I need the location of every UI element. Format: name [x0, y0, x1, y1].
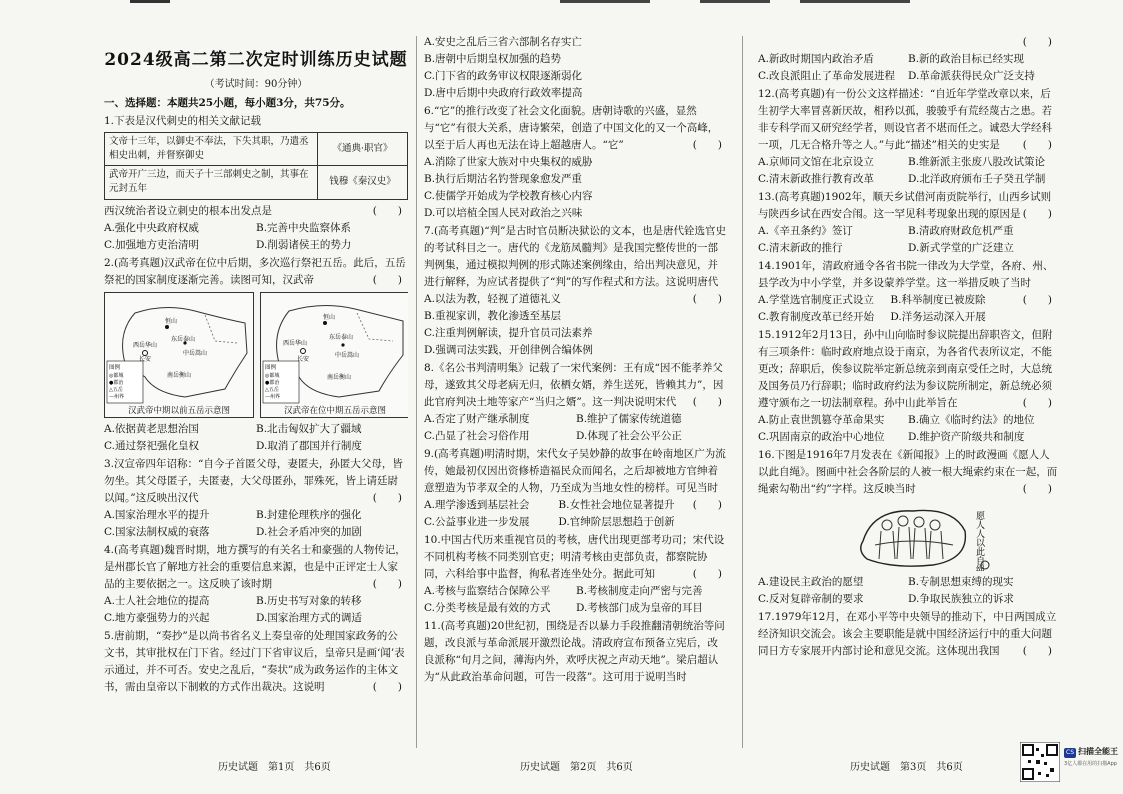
- scanner-sublabel: 3亿人都在用的扫描App: [1064, 761, 1117, 767]
- scanner-label: 扫描全能王: [1078, 747, 1118, 756]
- answer-paren: ( ): [372, 204, 402, 217]
- question-14: [758, 258, 1058, 326]
- map-left: [104, 292, 254, 418]
- answer-paren: ( ): [1022, 397, 1052, 409]
- question-stem: 14.1901年，清政府通令各省书院一律改为大学堂，各府、州、县学改为中小学堂，并多设蒙养学堂。这一举措反映了当时: [758, 260, 1054, 289]
- options: [424, 411, 728, 445]
- options: [424, 34, 728, 102]
- option-b: B.封建伦理秩序的强化: [256, 508, 362, 521]
- page-footer-3: 历史试题 第3页 共6页: [850, 762, 963, 773]
- question-stem: 3.汉宣帝四年诏称：“自今子首匿父母，妻匿夫，孙匿大父母，皆勿坐。其父母匿子，夫匿妻，大父母匿孙，罪殊死，皆上请廷尉以闻。”这反映出汉代: [104, 457, 403, 504]
- options: [758, 412, 1058, 446]
- option-d: D.争取民族独立的诉求: [908, 593, 1014, 605]
- question-stem: 7.(高考真题)“判”是古时官员断决狱讼的文本，也是唐代铨选官史的考试科目之一。唐代的《龙筋凤髓判》是我国完整传世的一部判例集，通过模拟判例的形式陈述案例缘由，给出判决意见，并进行解释，为应试者提供了“判”的写作程式和方法。这说明唐代: [424, 225, 726, 288]
- options: [104, 421, 408, 455]
- answer-paren: ( ): [1022, 139, 1052, 151]
- cartoon-drawing: [853, 501, 1003, 571]
- answer-paren: ( ): [1022, 208, 1052, 220]
- map-label: 恒山: [323, 313, 336, 321]
- question-10: [424, 532, 728, 617]
- option-a: A.安史之乱后三省六部制名存实亡: [424, 36, 582, 48]
- map-caption: 汉武帝中期以前五岳示意图: [127, 405, 230, 416]
- options: [758, 154, 1058, 188]
- exam-time: （考试时间：90分钟）: [204, 78, 308, 90]
- answer-paren: ( ): [372, 273, 402, 286]
- map-label: 西岳华山: [283, 339, 308, 347]
- options: [758, 574, 1058, 608]
- scan-top-marks: [0, 0, 1123, 6]
- map-label: 中岳嵩山: [183, 349, 208, 357]
- option-d: D.强调司法实践，开创律例合编体例: [424, 344, 593, 356]
- option-c: C.加强地方吏治清明: [104, 238, 199, 251]
- option-b: B.新的政治目标已经实现: [908, 53, 1025, 65]
- answer-paren: ( ): [692, 396, 722, 408]
- question-9: [424, 446, 728, 531]
- option-c: C.巩固南京的政治中心地位: [758, 431, 885, 443]
- page-column-1: [104, 34, 408, 774]
- page-footer-2: 历史试题 第2页 共6页: [520, 762, 633, 773]
- map-caption: 汉武帝在位中期五岳示意图: [283, 405, 386, 416]
- legend-item: ●郡治: [109, 379, 124, 386]
- answer-paren: ( ): [372, 491, 402, 504]
- answer-paren: ( ): [692, 139, 722, 151]
- option-c: C.清末新政的推行: [758, 242, 843, 254]
- option-d: D.官绅阶层思想趋于创新: [558, 516, 675, 528]
- question-4: [104, 542, 408, 627]
- table-cell-source: 钱穆《秦汉史》: [318, 166, 408, 200]
- option-b: B.历史书写对象的转移: [256, 594, 362, 607]
- option-c: C.地方豪强势力的兴起: [104, 611, 210, 624]
- option-d: D.北洋政府颁布壬子癸丑学制: [908, 173, 1046, 185]
- option-b: B.科举制度已被废除: [890, 294, 986, 306]
- legend-item: △五岳: [265, 386, 279, 393]
- camscanner-logo-icon: CS: [1066, 749, 1074, 756]
- map-label: 东岳泰山: [171, 335, 196, 343]
- option-c: C.通过祭祀强化皇权: [104, 439, 199, 452]
- question-5: [104, 628, 408, 696]
- option-b: B.女性社会地位显著提升: [558, 499, 675, 511]
- answer-paren: ( ): [1022, 36, 1052, 48]
- option-c: C.公益事业进一步发展: [424, 516, 530, 528]
- question-stem: 10.中国古代历来重视官员的考核，唐代出现更部考功司；宋代设不同机构考核不同类别官吏；明清考核由吏部负责，都察院协同，六科给事中监督，徇私者连坐处分。据此可知: [424, 534, 725, 580]
- option-a: A.依据黄老思想治国: [104, 422, 199, 435]
- question-12: [758, 86, 1058, 188]
- question-17: [758, 609, 1058, 660]
- legend-item: ◎都城: [109, 372, 124, 379]
- map-label: 东岳泰山: [329, 333, 354, 341]
- question-6: [424, 103, 728, 222]
- legend-item: ●郡治: [265, 379, 280, 386]
- map-label: 中岳嵩山: [335, 351, 360, 359]
- column-divider: [416, 36, 417, 748]
- option-d: D.考核部门成为皇帝的耳目: [576, 602, 703, 614]
- options: [424, 154, 728, 222]
- option-a: A.防止袁世凯篡夺革命果实: [758, 414, 885, 426]
- option-a: A.考核与监察结合保障公平: [424, 585, 551, 597]
- option-d: D.洋务运动深入开展: [890, 311, 986, 323]
- question-stem: 8.《名公书判清明集》记载了一宋代案例：王有成“因不能孝养父母，遂致其父母老病无归，依栖女婿，养生送死，皆赖其力”，因此官府判决土地等家产“当归之婿”。这一判决说明宋代: [424, 362, 724, 408]
- option-d: D.削弱诸侯王的势力: [256, 238, 352, 251]
- option-b: B.专制思想束缚的现实: [908, 576, 1014, 588]
- map-label: 恒山: [165, 317, 178, 325]
- option-c: C.反对复辟帝制的要求: [758, 593, 864, 605]
- option-a: A.以法为教，轻视了道德礼义: [424, 293, 561, 305]
- question-16: [758, 447, 1058, 608]
- page-footer-1: 历史试题 第1页 共6页: [218, 762, 331, 773]
- option-d: D.革命派获得民众广泛支持: [908, 70, 1035, 82]
- option-c: C.清末新政推行教育改革: [758, 173, 874, 185]
- answer-paren: ( ): [692, 568, 722, 580]
- option-d: D.社会矛盾冲突的加剧: [256, 525, 362, 538]
- option-b: B.唐朝中后期皇权加强的趋势: [424, 53, 562, 65]
- option-a: A.理学渗透到基层社会: [424, 499, 530, 511]
- legend-item: —州界: [265, 393, 281, 400]
- options: [104, 220, 408, 254]
- question-2: [104, 255, 408, 455]
- option-b: B.考核制度走向严密与完善: [576, 585, 703, 597]
- options: [104, 593, 408, 627]
- option-c: C.门下省的政务审议权限逐渐弱化: [424, 70, 582, 82]
- option-b: B.完善中央监察体系: [256, 221, 352, 234]
- option-d: D.可以培植全国人民对政治之兴味: [424, 207, 583, 219]
- option-a: A.强化中央政府权威: [104, 221, 199, 234]
- table-row: [105, 132, 408, 166]
- answer-paren: ( ): [692, 499, 722, 511]
- question-stem: 9.(高考真题)明清时期，宋代女子吴妙静的故事在岭南地区广为流传，她最初仅因出资修桥造福民众而闻名，之后却被地方官绅着意塑造为节孝双全的人物，乃至成为当地女性的榜样。可见当时: [424, 448, 726, 494]
- qr-code-icon: [1020, 742, 1060, 782]
- answer-paren: ( ): [1022, 645, 1052, 657]
- scanner-badge: [1020, 742, 1116, 786]
- answer-paren: ( ): [372, 577, 402, 590]
- legend-item: —州界: [109, 393, 125, 400]
- option-a: A.国家治理水平的提升: [104, 508, 210, 521]
- legend-title: 图例: [109, 364, 121, 371]
- table-cell-source: 《通典·职官》: [318, 132, 408, 166]
- options: [758, 51, 1058, 85]
- question-13: [758, 189, 1058, 257]
- option-d: D.国家治理方式的调适: [256, 611, 362, 624]
- question-3: [104, 456, 408, 541]
- source-table: [104, 132, 408, 200]
- exam-title: 2024级高二第二次定时训练历史试题: [104, 50, 408, 70]
- option-a: A.学堂选官制度正式设立: [758, 294, 874, 306]
- table-row: [105, 166, 408, 200]
- option-c: C.分类考核是最有效的方式: [424, 602, 551, 614]
- map-right: [260, 292, 408, 418]
- map-label: 长安: [297, 355, 310, 363]
- options: [758, 223, 1058, 257]
- question-tail: 西汉统治者设立刺史的根本出发点是: [104, 204, 272, 217]
- page-column-3: [758, 34, 1058, 774]
- question-15: [758, 327, 1058, 446]
- option-c: C.改良派阻止了革命发展进程: [758, 70, 895, 82]
- option-d: D.维护资产阶级共和制度: [908, 431, 1025, 443]
- option-a: A.建设民主政治的愿望: [758, 576, 864, 588]
- answer-paren: ( ): [372, 680, 402, 693]
- map-label: 南岳衡山: [167, 371, 192, 379]
- table-cell: 文帝十三年，以御史不奉法，下失其职，乃遣丞相史出刺，并督察御史: [105, 132, 318, 166]
- question-11: [424, 618, 728, 686]
- section-heading: 一、选择题：本题共25小题，每小题3分，共75分。: [104, 96, 351, 109]
- option-b: B.清政府财政危机严重: [908, 225, 1014, 237]
- question-stem: 2.(高考真题)汉武帝在位中后期，多次巡行祭祀五岳。此后，五岳祭祀的国家制度逐渐完善。读图可知，汉武帝: [104, 256, 406, 286]
- option-c: C.国家法制权威的衰落: [104, 525, 210, 538]
- question-stem: 4.(高考真题)魏晋时期，地方撰写的有关名士和豪强的人物传记，是州郡长官了解地方社会的重要信息来源，也是中正评定士人家品的主要依据之一。这反映了该时期: [104, 543, 406, 590]
- answer-paren: ( ): [1022, 294, 1052, 306]
- option-b: B.执行后期沽名钓誉现象愈发严重: [424, 173, 583, 185]
- question-stem: 13.(高考真题)1902年，顺天乡试借河南贡院举行，山西乡试则与陕西乡试在西安合闱。这一罕见科考现象出现的原因是: [758, 191, 1052, 220]
- question-stem: 6.“它”的推行改变了社会文化面貌。唐朝诗歌的兴盛，显然与“它”有很大关系，唐诗繁荣，创造了中国文化的又一个高峰，以至于后人再也无法在诗上超越唐人。“它”: [424, 105, 719, 151]
- options: [758, 292, 1023, 326]
- question-stem: 16.下图是1916年7月发表在《新闻报》上的时政漫画《愿人人以此自绳》。图画中社会各阶层的人被一根大绳索约束在一起，而绳索勾勒出“约”字样。这反映当时: [758, 449, 1058, 495]
- cartoon-illustration: [853, 501, 1003, 571]
- map-right-drawing: [261, 293, 408, 405]
- question-stem: 1.下表是汉代刺史的相关文献记载: [104, 114, 262, 127]
- option-c: C.注重判例解读，提升官员司法素养: [424, 327, 593, 339]
- option-b: B.确立《临时约法》的地位: [908, 414, 1035, 426]
- option-d: D.取消了郡国并行制度: [256, 439, 362, 452]
- option-d: D.唐中后期中央政府行政效率提高: [424, 87, 583, 99]
- options: [424, 291, 728, 359]
- option-b: B.北击匈奴扩大了疆域: [256, 422, 362, 435]
- option-c: C.使儒学开始成为学校教育核心内容: [424, 190, 593, 202]
- map-label: 西岳华山: [133, 341, 158, 349]
- options: [104, 507, 408, 541]
- option-d: D.体现了社会公平公正: [576, 430, 682, 442]
- table-cell: 武帝开广三边，而天子十三部刺史之制，其事在元封五年: [105, 166, 318, 200]
- option-a: A.新政时期国内政治矛盾: [758, 53, 874, 65]
- question-stem: 5.唐前期，“奏抄”是以尚书省名义上奏皇帝的处理国家政务的公文书，其审批权在门下省。经过门下省审议后，皇帝只是画‘闻’表示通过，并不可否。安史之乱后，“奏状”成为政务运作的主体文书，需由皇帝以下制敕的方式作出裁决。这说明: [104, 629, 405, 693]
- option-b: B.维新派主张废八股改试策论: [908, 156, 1046, 168]
- question-stem: 15.1912年2月13日，孙中山向临时参议院提出辞职咨文，但附有三项条件：临时政府地点设于南京，为各省代表所议定，不能更改；辞职后，俟参议院举定新总统亲到南京受任之时，大总统及国务员乃行辞职；临时政府约法为参议院所制定，新总统必须遵守颁布之一切法制章程。孙中山此举旨在: [758, 329, 1053, 409]
- option-a: A.《辛丑条约》签订: [758, 225, 853, 237]
- map-left-drawing: [105, 293, 253, 405]
- question-stem: 12.(高考真题)有一份公文这样描述：“自近年学堂改章以来，后生初学大率冒喜新厌故，相矜以孤，骏骏乎有荒经蔑古之患。若非专科学而又研究经学者，则设官者不堪而任之。诚恐大学经科一项，几无合格升等之人。”与此“描述”相关的史实是: [758, 88, 1052, 151]
- answer-paren: ( ): [1022, 483, 1052, 495]
- legend-title: 图例: [265, 364, 277, 371]
- option-a: A.否定了财产继承制度: [424, 413, 530, 425]
- options: [424, 497, 693, 531]
- option-b: B.维护了儒家传统道德: [576, 413, 682, 425]
- map-figure: [104, 292, 408, 418]
- option-a: A.京师同文馆在北京设立: [758, 156, 874, 168]
- answer-paren: ( ): [692, 293, 722, 305]
- question-stem: 17.1979年12月，在邓小平等中央领导的推动下，中日两国成立经济知识交流会。该会主要职能是就中国经济运行中的重大问题同日方专家展开内部讨论和意见交流。这体现出我国: [758, 611, 1057, 657]
- option-b: B.重视家训，教化渗透至基层: [424, 310, 562, 322]
- map-label: 长安: [139, 355, 152, 363]
- question-8: [424, 360, 728, 445]
- question-stem: 11.(高考真题)20世纪初，围绕是否以暴力手段推翻清朝统治等问题，改良派与革命派展开激烈论战。清政府宣布预备立宪后，改良派称“旬月之间，薄海内外，欢呼庆祝之声动天地”。梁启超认为“从此政治革命问题，可告一段落”。这可用于说明当时: [424, 620, 725, 683]
- map-label: 南岳衡山: [327, 373, 352, 381]
- legend-item: ◎都城: [265, 372, 280, 379]
- question-1: [104, 113, 408, 254]
- option-c: C.教育制度改革已经开始: [758, 311, 874, 323]
- option-d: D.新式学堂的广泛建立: [908, 242, 1014, 254]
- page-column-2: [424, 34, 728, 774]
- option-c: C.凸显了社会习俗作用: [424, 430, 530, 442]
- column-divider: [742, 36, 743, 748]
- options: [424, 583, 728, 617]
- option-a: A.士人社会地位的提高: [104, 594, 210, 607]
- question-7: [424, 223, 728, 359]
- option-a: A.消除了世家大族对中央集权的威胁: [424, 156, 593, 168]
- legend-item: △五岳: [109, 386, 123, 393]
- cartoon-caption: 愿人人以此自绳: [974, 511, 984, 571]
